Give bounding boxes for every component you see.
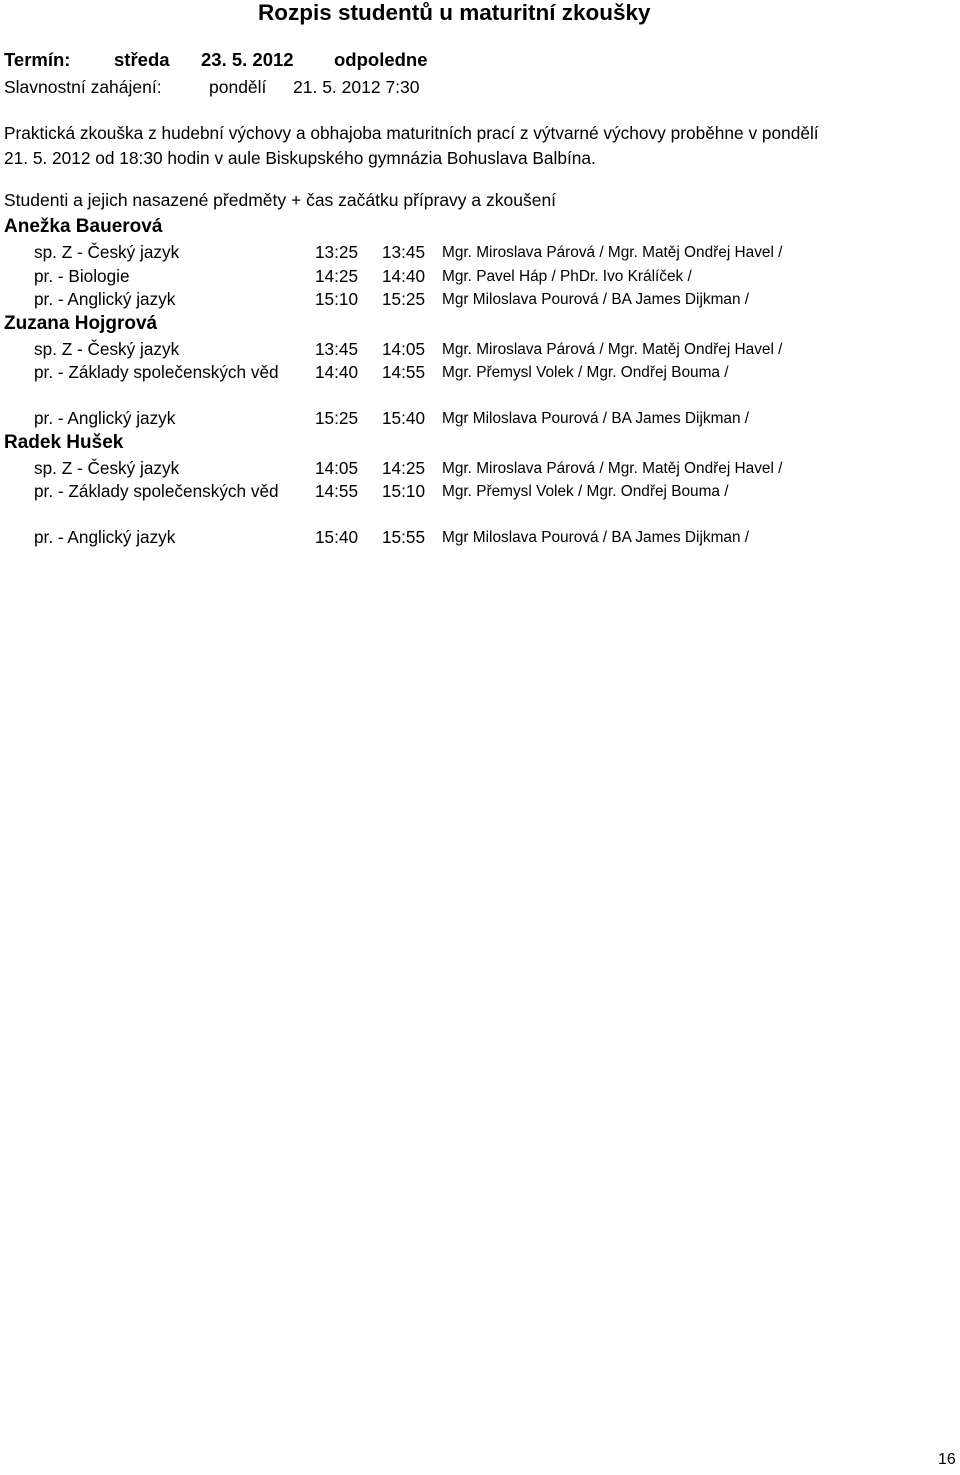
student-name: Radek Hušek (4, 431, 124, 453)
exam-committee: Mgr. Přemysl Volek / Mgr. Ondřej Bouma / (442, 483, 729, 500)
exam-subject: sp. Z - Český jazyk (34, 457, 180, 478)
exam-subject: sp. Z - Český jazyk (34, 242, 180, 262)
prep-time: 15:40 (315, 527, 359, 547)
exam-committee: Mgr Miloslava Pourová / BA James Dijkman / (442, 529, 750, 546)
students-intro: Studenti a jejich nasazené předměty + čas začátku přípravy a zkoušení (4, 190, 557, 210)
exam-time: 14:25 (382, 457, 426, 478)
student-name: Zuzana Hojgrová (4, 312, 158, 334)
exam-time: 13:45 (382, 242, 426, 262)
term-time: odpoledne (334, 49, 428, 70)
exam-row (4, 525, 954, 549)
prep-time: 14:55 (315, 481, 359, 501)
exam-row (4, 264, 954, 288)
opening-day: pondělí (209, 77, 267, 97)
exam-subject: pr. - Anglický jazyk (34, 289, 176, 309)
page-title: Rozpis studentů u maturitní zkoušky (258, 0, 651, 25)
opening-date: 21. 5. 2012 7:30 (293, 77, 420, 97)
exam-subject: pr. - Anglický jazyk (34, 527, 176, 547)
exam-committee: Mgr. Miroslava Párová / Mgr. Matěj Ondřej Havel / (442, 244, 783, 261)
note-line: Praktická zkouška z hudební výchovy a obhajoba maturitních prací z výtvarné výchovy proběhne v pondělí (4, 123, 819, 143)
students-list (4, 214, 954, 549)
prep-time: 14:40 (315, 362, 359, 382)
exam-time: 14:40 (382, 265, 426, 286)
term-day: středa (114, 49, 170, 70)
exam-subject: sp. Z - Český jazyk (34, 338, 180, 359)
term-date: 23. 5. 2012 (201, 49, 294, 70)
prep-time: 15:25 (315, 408, 359, 428)
exam-row (4, 406, 954, 430)
exam-row (4, 240, 954, 264)
exam-row (4, 287, 954, 311)
opening-label: Slavnostní zahájení: (4, 77, 162, 97)
prep-time: 13:45 (315, 338, 359, 359)
prep-time: 15:10 (315, 289, 359, 309)
term-label: Termín: (4, 49, 71, 70)
exam-subject: pr. - Základy společenských věd (34, 481, 279, 501)
exam-subject: pr. - Biologie (34, 265, 130, 286)
note-line: 21. 5. 2012 od 18:30 hodin v aule Biskupského gymnázia Bohuslava Balbína. (4, 147, 596, 168)
exam-row (4, 337, 954, 361)
exam-committee: Mgr. Přemysl Volek / Mgr. Ondřej Bouma / (442, 364, 729, 381)
exam-committee: Mgr. Miroslava Párová / Mgr. Matěj Ondřej Havel / (442, 459, 783, 477)
prep-time: 13:25 (315, 242, 359, 262)
prep-time: 14:05 (315, 457, 359, 478)
exam-subject: pr. - Anglický jazyk (34, 408, 176, 428)
exam-row (4, 456, 954, 480)
exam-time: 15:25 (382, 289, 426, 309)
exam-committee: Mgr Miloslava Pourová / BA James Dijkman / (442, 291, 750, 308)
exam-row (4, 360, 954, 406)
exam-committee: Mgr. Miroslava Párová / Mgr. Matěj Ondřej Havel / (442, 340, 783, 358)
exam-time: 14:05 (382, 338, 426, 359)
exam-time: 15:55 (382, 527, 426, 547)
prep-time: 14:25 (315, 265, 359, 286)
student-name: Anežka Bauerová (4, 216, 163, 237)
exam-time: 15:10 (382, 481, 426, 501)
exam-row (4, 479, 954, 525)
page-number: 16 (938, 1451, 956, 1468)
exam-subject: pr. - Základy společenských věd (34, 362, 279, 382)
exam-committee: Mgr. Pavel Háp / PhDr. Ivo Králíček / (442, 267, 692, 285)
exam-committee: Mgr Miloslava Pourová / BA James Dijkman / (442, 410, 750, 427)
exam-time: 15:40 (382, 408, 426, 428)
practical-exam-note (4, 121, 954, 170)
exam-time: 14:55 (382, 362, 426, 382)
